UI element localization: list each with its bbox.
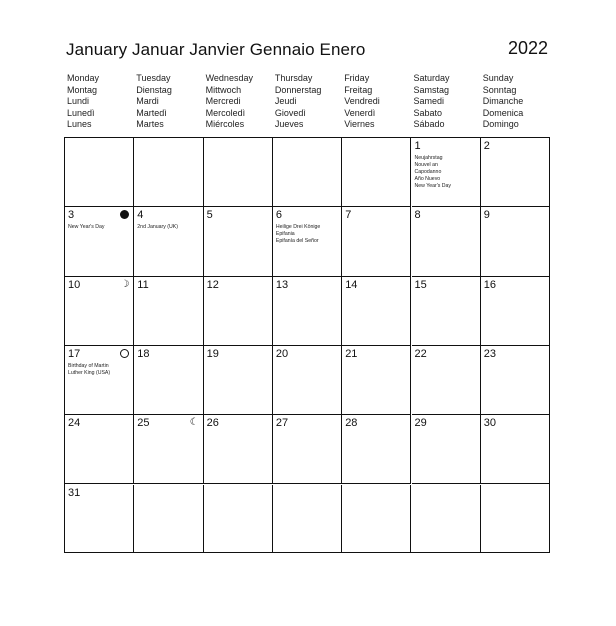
day-cell (412, 207, 481, 276)
weekday-name: Domingo (482, 119, 519, 129)
day-cell (134, 415, 203, 484)
day-cell (134, 346, 203, 415)
weekday-name: Vendredi (344, 96, 380, 106)
day-cell (273, 277, 342, 346)
weekday-name: Lunedì (67, 107, 95, 118)
day-number: 10 (68, 278, 81, 291)
weekday-header-monday (67, 73, 99, 131)
full-moon-icon (120, 349, 129, 358)
day-cell (65, 207, 134, 276)
weekday-name: Mardi (136, 96, 159, 106)
day-number: 20 (275, 347, 289, 360)
weekday-name: Montag (67, 84, 98, 95)
day-number: 2 (483, 140, 490, 152)
empty-day-cell (481, 485, 549, 553)
day-cell (204, 207, 273, 276)
day-cell (481, 415, 549, 484)
day-cell (65, 346, 134, 415)
event-label: Birthday of Martin (68, 362, 109, 369)
day-number: 11 (137, 278, 149, 291)
day-cell (273, 207, 342, 276)
weekday-name: Thursday (274, 73, 313, 83)
weekday-name: Venerdì (344, 107, 376, 118)
weekday-name: Samstag (413, 84, 450, 95)
day-number: 22 (414, 347, 427, 360)
weekday-header-tuesday (136, 73, 172, 131)
day-number: 26 (206, 417, 219, 430)
day-cell (481, 277, 549, 346)
year-label: 2022 (507, 38, 548, 58)
event-label: Neujahrstag (414, 155, 443, 161)
day-number: 24 (68, 417, 81, 430)
day-cell (65, 415, 134, 484)
empty-day-cell (204, 485, 273, 553)
day-number: 25 (137, 417, 150, 430)
weekday-name: Lunes (67, 119, 92, 129)
day-cell (481, 346, 549, 415)
day-number: 13 (275, 278, 289, 291)
day-number: 9 (483, 209, 490, 222)
day-cell (342, 277, 411, 346)
day-cell (342, 346, 411, 415)
day-number: 23 (483, 347, 497, 360)
event-label: Heilige Drei Könige (275, 224, 321, 231)
day-number: 18 (137, 347, 150, 360)
event-label: Epifania (275, 231, 295, 238)
empty-day-cell (342, 138, 411, 207)
day-number: 1 (414, 140, 421, 152)
weekday-headers (66, 73, 556, 133)
weekday-name: Dimanche (482, 96, 524, 106)
first-quarter-moon-icon: ☽ (120, 278, 130, 290)
weekday-header-thursday (275, 73, 322, 131)
calendar-grid (64, 137, 550, 553)
weekday-name: Martes (136, 119, 164, 129)
day-cell (204, 415, 273, 484)
weekday-name: Donnerstag (274, 84, 322, 95)
day-events (137, 224, 178, 231)
weekday-name: Mercredi (205, 96, 241, 106)
day-events (68, 363, 110, 377)
day-number: 21 (345, 347, 358, 360)
day-cell (412, 346, 481, 415)
weekday-name: Friday (344, 73, 370, 83)
day-cell (412, 415, 481, 484)
empty-day-cell (134, 485, 203, 553)
day-number: 31 (68, 486, 81, 499)
day-cell (134, 277, 203, 346)
day-number: 8 (414, 209, 421, 222)
weekday-name: Viernes (344, 119, 375, 129)
day-number: 5 (206, 209, 213, 222)
empty-day-cell (342, 485, 411, 553)
day-cell (481, 207, 549, 276)
month-title: January Januar Janvier Gennaio Enero (66, 40, 366, 59)
day-number: 16 (483, 278, 497, 291)
day-number: 19 (206, 347, 219, 360)
day-number: 30 (483, 417, 497, 430)
weekday-name: Lundi (67, 96, 90, 106)
day-events (276, 224, 320, 245)
event-label: New Year's Day (414, 183, 451, 189)
event-label: Año Nuevo (414, 176, 441, 182)
empty-day-cell (65, 138, 134, 207)
weekday-name: Domenica (482, 107, 524, 118)
day-number: 3 (68, 209, 75, 222)
weekday-header-sunday (483, 73, 524, 131)
weekday-name: Mittwoch (205, 84, 242, 95)
day-cell (412, 277, 481, 346)
day-number: 15 (414, 278, 427, 291)
day-cell (273, 346, 342, 415)
day-number: 6 (275, 209, 283, 222)
weekday-name: Jueves (274, 119, 304, 129)
weekday-name: Sonntag (482, 84, 517, 95)
day-cell (481, 138, 549, 207)
day-cell (273, 415, 342, 484)
event-label: Nouvel an (414, 162, 438, 168)
empty-day-cell (204, 138, 273, 207)
weekday-name: Martedì (136, 107, 167, 118)
day-events (415, 155, 451, 190)
weekday-name: Mercoledì (205, 107, 246, 118)
weekday-name: Freitag (344, 84, 373, 95)
event-label: Capodanno (414, 169, 442, 175)
event-label: Luther King (USA) (68, 369, 111, 376)
empty-day-cell (273, 138, 342, 207)
weekday-name: Giovedì (274, 107, 306, 118)
day-cell (134, 207, 203, 276)
weekday-name: Sábado (413, 119, 445, 129)
event-label: 2nd January (UK) (137, 224, 178, 231)
empty-day-cell (412, 485, 481, 553)
day-number: 29 (414, 417, 427, 430)
weekday-name: Dienstag (136, 84, 172, 95)
weekday-name: Sunday (482, 73, 514, 83)
empty-day-cell (273, 485, 342, 553)
weekday-name: Miércoles (205, 119, 245, 129)
day-number: 4 (137, 209, 144, 222)
weekday-name: Samedi (413, 96, 445, 106)
last-quarter-moon-icon: ☾ (189, 417, 199, 429)
day-number: 17 (68, 347, 81, 360)
weekday-name: Monday (67, 73, 100, 83)
weekday-header-wednesday (206, 73, 253, 131)
weekday-name: Saturday (413, 73, 450, 83)
day-cell (412, 138, 481, 207)
weekday-header-saturday (414, 73, 450, 131)
day-cell (342, 415, 411, 484)
day-cell (204, 346, 273, 415)
day-number: 7 (345, 209, 352, 222)
event-label: New Year's Day (68, 224, 105, 231)
weekday-name: Tuesday (136, 73, 171, 83)
weekday-header-friday (344, 73, 380, 131)
day-number: 12 (206, 278, 219, 291)
new-moon-icon (120, 210, 129, 219)
event-label: Epifanía del Señor (275, 238, 319, 245)
day-cell (65, 485, 134, 553)
weekday-name: Wednesday (205, 73, 253, 83)
day-cell (342, 207, 411, 276)
weekday-name: Jeudi (274, 96, 297, 106)
weekday-name: Sabato (413, 107, 443, 118)
day-cell (65, 277, 134, 346)
day-cell (204, 277, 273, 346)
day-number: 27 (275, 417, 289, 430)
day-number: 28 (345, 417, 358, 430)
day-number: 14 (345, 278, 358, 291)
empty-day-cell (134, 138, 203, 207)
day-events (68, 224, 104, 231)
